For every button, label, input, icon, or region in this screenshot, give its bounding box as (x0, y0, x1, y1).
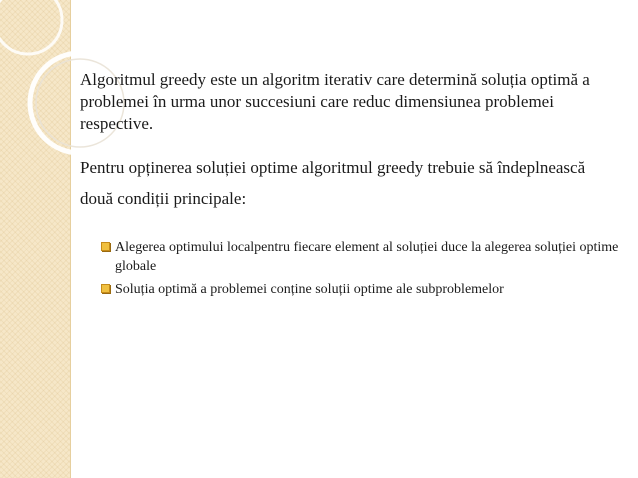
conditions-list (101, 238, 621, 303)
list-item-text: Soluția optimă a problemei conține soluții optime ale subproblemelor (115, 282, 504, 297)
paragraph-definition: Algoritmul greedy este un algoritm iterativ care determină soluția optimă a problemei în urma unor succesiuni care reduc dimensiunea problemei respective. (80, 70, 590, 133)
paragraph-conditions-intro: Pentru opținerea soluției optime algoritmul greedy trebuie să îndeplnească două condiții principale: (80, 158, 586, 208)
list-item (101, 238, 621, 276)
list-item-text: Alegerea optimului localpentru fiecare element al soluției duce la alegerea soluției optime globale (115, 240, 619, 274)
square-bullet-icon (101, 284, 110, 293)
deco-circle-top (0, 0, 62, 54)
square-bullet-icon (101, 242, 110, 251)
list-item (101, 280, 621, 299)
